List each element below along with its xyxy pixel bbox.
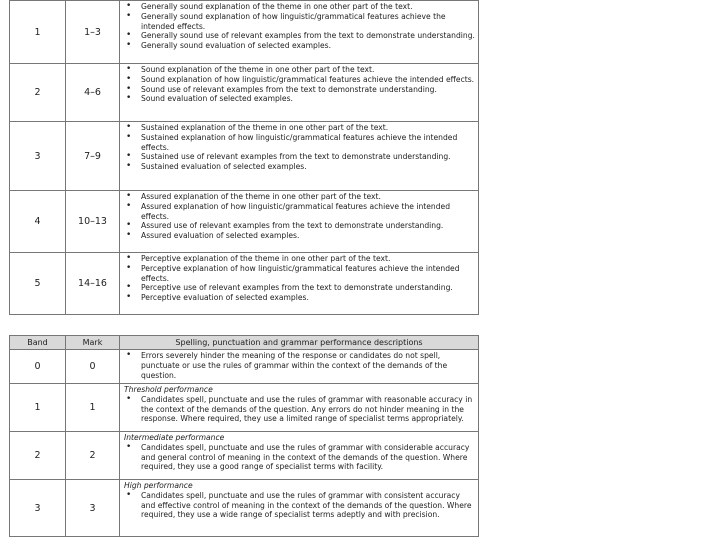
table-row — [10, 191, 479, 253]
list-item: • Sustained use of relevant examples from the text to demonstrate understanding. — [124, 152, 476, 162]
list-item: • Assured use of relevant examples from the text to demonstrate understanding. — [124, 221, 476, 231]
list-item: • Sustained explanation of the theme in one other part of the text. — [124, 123, 476, 133]
mark-header: Mark — [66, 336, 120, 350]
marks-cell: 4–6 — [66, 64, 120, 122]
band-cell: 3 — [10, 122, 66, 191]
mark-cell: 3 — [66, 480, 120, 537]
band-cell: 5 — [10, 253, 66, 315]
description-cell — [120, 122, 479, 191]
marks-cell: 14–16 — [66, 253, 120, 315]
table-row — [10, 350, 479, 384]
band-cell: 2 — [10, 64, 66, 122]
mark-cell: 1 — [66, 384, 120, 432]
list-item: • Perceptive explanation of the theme in one other part of the text. — [124, 254, 476, 264]
table-row — [10, 253, 479, 315]
list-item: • Candidates spell, punctuate and use the rules of grammar with reasonable accuracy in the context of the demands of the question. Any errors do not hinder meaning in the response. Where required, they use a limited range of specialist terms appropriately. — [124, 395, 476, 424]
list-item: • Perceptive explanation of how linguistic/grammatical features achieve the intended effects. — [124, 264, 476, 284]
mark-cell: 2 — [66, 432, 120, 480]
band-cell: 0 — [10, 350, 66, 384]
list-item: • Generally sound evaluation of selected examples. — [124, 41, 476, 51]
list-item: • Perceptive use of relevant examples from the text to demonstrate understanding. — [124, 283, 476, 293]
list-item: • Assured explanation of the theme in one other part of the text. — [124, 192, 476, 202]
performance-heading: High performance — [124, 481, 193, 490]
band-cell: 2 — [10, 432, 66, 480]
table-row — [10, 122, 479, 191]
list-item: • Assured explanation of how linguistic/grammatical features achieve the intended effects. — [124, 202, 476, 222]
list-item: • Candidates spell, punctuate and use the rules of grammar with considerable accuracy and general control of meaning in the context of the demands of the question. Where required, they use a good range of specialist terms with facility. — [124, 443, 476, 472]
band-cell: 4 — [10, 191, 66, 253]
list-item: • Generally sound use of relevant examples from the text to demonstrate understanding. — [124, 31, 476, 41]
list-item: • Generally sound explanation of the theme in one other part of the text. — [124, 2, 476, 12]
band-cell: 3 — [10, 480, 66, 537]
table-row — [10, 384, 479, 432]
list-item: • Generally sound explanation of how linguistic/grammatical features achieve the intended effects. — [124, 12, 476, 32]
table-row — [10, 64, 479, 122]
marks-cell: 10–13 — [66, 191, 120, 253]
description-cell — [120, 191, 479, 253]
band-cell: 1 — [10, 1, 66, 64]
list-item: • Sustained evaluation of selected examples. — [124, 162, 476, 172]
band-cell: 1 — [10, 384, 66, 432]
performance-heading: Threshold performance — [124, 385, 213, 394]
list-item: • Sound explanation of the theme in one other part of the text. — [124, 65, 476, 75]
description-cell — [120, 384, 479, 432]
marks-cell: 1–3 — [66, 1, 120, 64]
description-cell — [120, 253, 479, 315]
performance-heading: Intermediate performance — [124, 433, 225, 442]
description-header: Spelling, punctuation and grammar performance descriptions — [120, 336, 479, 350]
band-header: Band — [10, 336, 66, 350]
list-item: • Perceptive evaluation of selected examples. — [124, 293, 476, 303]
list-item: • Sustained explanation of how linguistic/grammatical features achieve the intended effects. — [124, 133, 476, 153]
table-row — [10, 480, 479, 537]
description-cell — [120, 432, 479, 480]
marks-cell: 7–9 — [66, 122, 120, 191]
list-item: • Sound explanation of how linguistic/grammatical features achieve the intended effects. — [124, 75, 476, 85]
table-row — [10, 1, 479, 64]
list-item: • Sound use of relevant examples from the text to demonstrate understanding. — [124, 85, 476, 95]
description-cell — [120, 64, 479, 122]
description-cell — [120, 480, 479, 537]
assessment-band-table — [9, 0, 479, 315]
list-item: • Assured evaluation of selected examples. — [124, 231, 476, 241]
list-item: • Candidates spell, punctuate and use the rules of grammar with consistent accuracy and effective control of meaning in the context of the demands of the question. Where required, they use a wide range of specialist terms adeptly and with precision. — [124, 491, 476, 520]
description-cell — [120, 1, 479, 64]
list-item: • Errors severely hinder the meaning of the response or candidates do not spell, punctuate or use the rules of grammar within the context of the demands of the question. — [124, 351, 476, 380]
description-cell — [120, 350, 479, 384]
mark-cell: 0 — [66, 350, 120, 384]
table-row — [10, 432, 479, 480]
header-row — [10, 336, 479, 350]
list-item: • Sound evaluation of selected examples. — [124, 94, 476, 104]
spag-table — [9, 335, 479, 537]
